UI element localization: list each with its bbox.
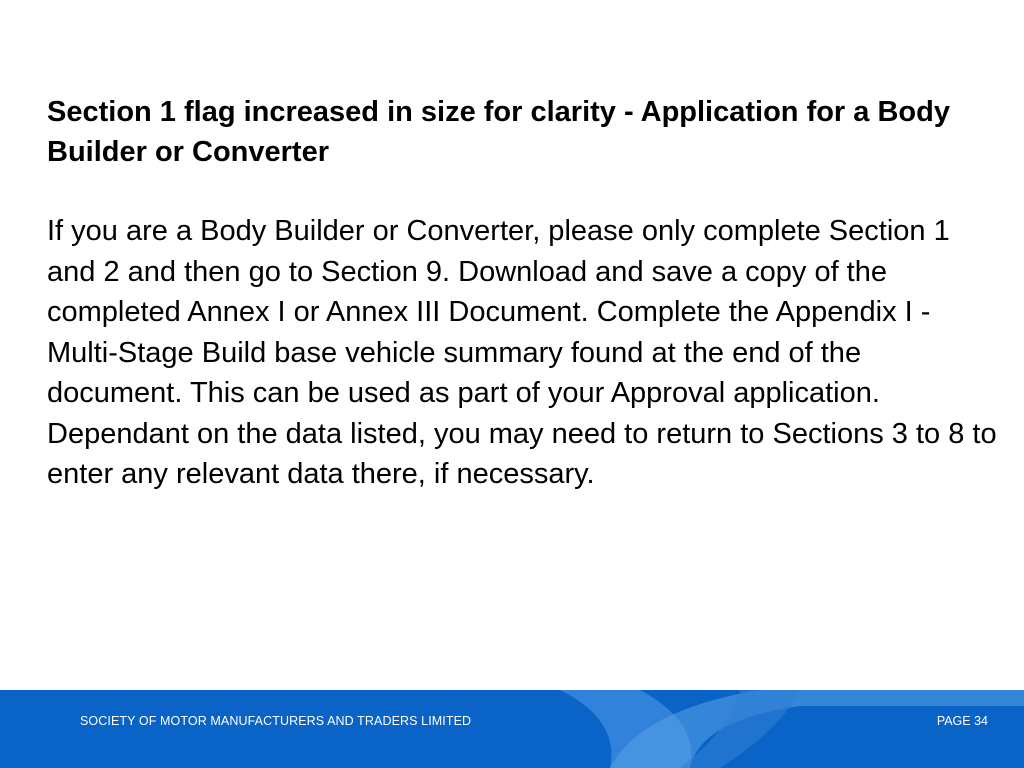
slide-content bbox=[47, 92, 997, 495]
footer-bar bbox=[0, 690, 1024, 768]
footer-company-name: SOCIETY OF MOTOR MANUFACTURERS AND TRADERS LIMITED bbox=[80, 714, 472, 728]
slide-body-text: If you are a Body Builder or Converter, please only complete Section 1 and 2 and then go to Section 9. Download and save a copy of the completed Annex I or Annex III Document. Complete the Appendix I - Multi-Stage Build base vehicle summary found at the end of the document. This can be used as part of your Approval application. Dependant on the data listed, you may need to return to Sections 3 to 8 to enter any relevant data there, if necessary. bbox=[47, 215, 997, 490]
footer-swoosh-graphic bbox=[0, 690, 1024, 768]
footer-page-number: PAGE 34 bbox=[936, 714, 988, 728]
slide-heading: Section 1 flag increased in size for clarity - Application for a Body Builder or Converter bbox=[47, 96, 950, 168]
